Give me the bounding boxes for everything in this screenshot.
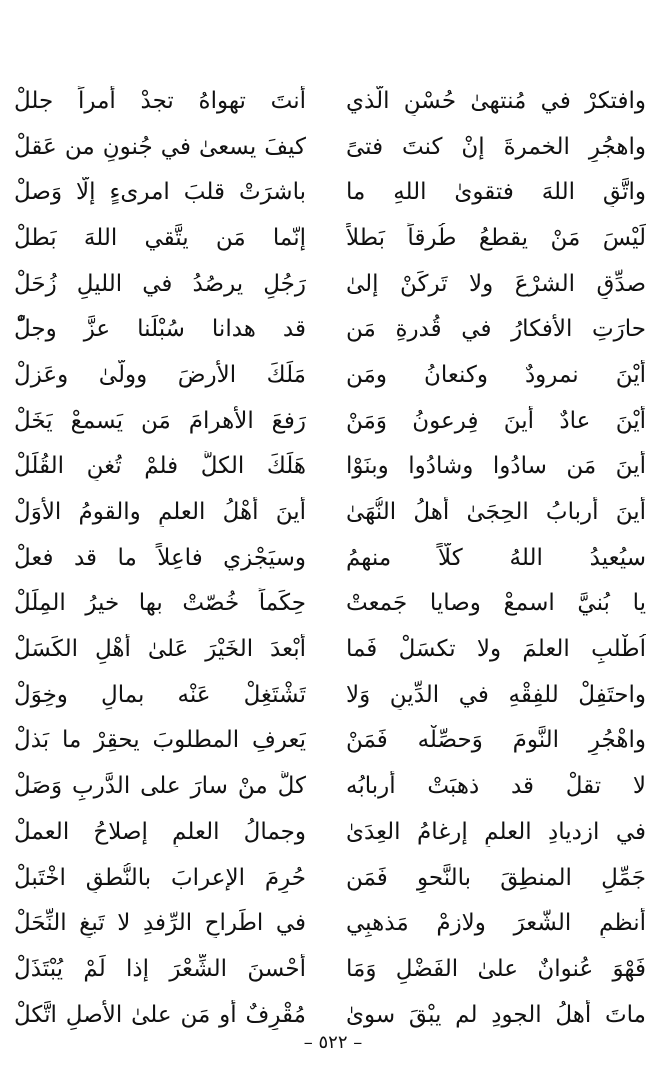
second-hemistich: أينَ أهْلُ العلمِ والقومُ الأوَلْ [14, 499, 306, 526]
first-hemistich: فَهْوَ عُنوانٌ علىٰ الفَضْلِ وَمَا [346, 955, 646, 982]
verse [14, 352, 646, 398]
first-hemistich: واحتَفِلْ للفِقْهِ في الدِّينِ وَلا [346, 681, 646, 708]
page-number: – ٥٢٢ – [303, 1032, 363, 1053]
first-hemistich: أينَ أربابُ الحِجَىٰ أهلُ النُّهَىٰ [346, 499, 646, 526]
verse [14, 672, 646, 718]
first-hemistich: واهْجُرِ النَّومَ وَحصِّلْه فَمَنْ [346, 727, 646, 754]
verse [14, 718, 646, 764]
verse [14, 169, 646, 215]
second-hemistich: كيفَ يسعىٰ في جُنونٍ من عَقلْ [14, 133, 306, 160]
first-hemistich: صدِّقِ الشرْعَ ولا تَركَنْ إلىٰ [346, 270, 646, 297]
second-hemistich: مُقْرِفٌ أو مَن علىٰ الأصلِ اتَّكلْ [14, 1001, 306, 1028]
first-hemistich: وافتكرْ في مُنتهىٰ حُسْنِ الّذي [346, 87, 646, 114]
second-hemistich: رَفعَ الأهرامَ مَن يَسمعْ يَخَلْ [14, 407, 306, 434]
second-hemistich: تَشْتَغِلْ عَنْه بمالٍ وخِوَلْ [14, 681, 306, 708]
second-hemistich: باشرَتْ قلبَ امرىءٍ إلّا وَصلْ [14, 179, 306, 206]
verse [14, 306, 646, 352]
first-hemistich: أينَ مَن سادُوا وشادُوا وبنَوْا [346, 453, 646, 480]
second-hemistich: هَلَكَ الكلُّ فلمْ تُغنِ القُلَلْ [14, 453, 306, 480]
first-hemistich: أُنظمِ الشّعرَ ولازمْ مَذهبِي [346, 910, 646, 937]
first-hemistich: أيْنَ نمرودٌ وكنعانُ ومَن [346, 361, 646, 388]
verse [14, 900, 646, 946]
first-hemistich: أيْنَ عادٌ أينَ فِرعونُ وَمَنْ [346, 407, 646, 434]
verse [14, 809, 646, 855]
first-hemistich: لا تقلْ قد ذهبَتْ أربابُه [346, 773, 646, 800]
first-hemistich: واهجُرِ الخمرةَ إنْ كنتَ فتىً [346, 133, 646, 160]
second-hemistich: رَجُلٍ يرصُدُ في الليلِ زُحَلْ [14, 270, 306, 297]
first-hemistich: في ازديادِ العلمِ إرغامُ العِدَىٰ [346, 818, 646, 845]
second-hemistich: حِكَماً خُصّتْ بها خيرُ المِلَلْ [14, 590, 306, 617]
first-hemistich: واتَّقِ اللهَ فتقوىٰ اللهِ ما [346, 179, 646, 206]
verse [14, 855, 646, 901]
second-hemistich: قد هدانا سُبْلَنا عزَّ وجلّْ [14, 316, 306, 343]
second-hemistich: أنتَ تهواهُ تجدْ أمراً جللْ [14, 87, 306, 114]
verse [14, 535, 646, 581]
first-hemistich: جَمِّلِ المنطِقَ بالنَّحوِ فَمَن [346, 864, 646, 891]
verse [14, 946, 646, 992]
first-hemistich: يا بُنيَّ اسمعْ وصايا جَمعتْ [346, 590, 646, 617]
verse [14, 626, 646, 672]
verse [14, 398, 646, 444]
second-hemistich: أبْعدَ الخَيْرَ عَلىٰ أهْلِ الكَسَلْ [14, 636, 306, 663]
second-hemistich: وجمالُ العلمِ إصلاحُ العملْ [14, 818, 306, 845]
first-hemistich: حارَتِ الأفكارُ في قُدرةِ مَن [346, 316, 646, 343]
verse [14, 992, 646, 1038]
second-hemistich: إنّما مَن يتَّقي اللهَ بَطلْ [14, 224, 306, 251]
first-hemistich: لَيْسَ مَنْ يقطعُ طُرقاً بَطلاً [346, 224, 646, 251]
second-hemistich: كلُّ منْ سارَ على الدَّربِ وَصَلْ [14, 773, 306, 800]
verse [14, 215, 646, 261]
second-hemistich: وسيَجْزي فاعِلاً ما قد فعلْ [14, 544, 306, 571]
verse [14, 261, 646, 307]
verse [14, 124, 646, 170]
second-hemistich: في اطِّراحِ الرِّفدِ لا تَبغِ النِّحَلْ [14, 910, 306, 937]
verse [14, 581, 646, 627]
second-hemistich: يَعرفِ المطلوبَ يحقِرْ ما بَذلْ [14, 727, 306, 754]
first-hemistich: ماتَ أهلُ الجودِ لم يبْقَ سوىٰ [346, 1001, 646, 1028]
second-hemistich: حُرِمَ الإعرابَ بالنُّطقِ اخْتَبلْ [14, 864, 306, 891]
first-hemistich: سيُعيدُ اللهُ كلّاً منهمُ [346, 544, 646, 571]
verse [14, 78, 646, 124]
verse [14, 489, 646, 535]
verse [14, 763, 646, 809]
second-hemistich: مَلَكَ الأرضَ وولّىٰ وعَزلْ [14, 361, 306, 388]
poem [14, 78, 646, 1037]
second-hemistich: أحْسنَ الشِّعْرَ إذا لَمْ يُبْتَذَلْ [14, 955, 306, 982]
verse [14, 444, 646, 490]
first-hemistich: اُطْلبِ العلمَ ولا تكسَلْ فَما [346, 636, 646, 663]
